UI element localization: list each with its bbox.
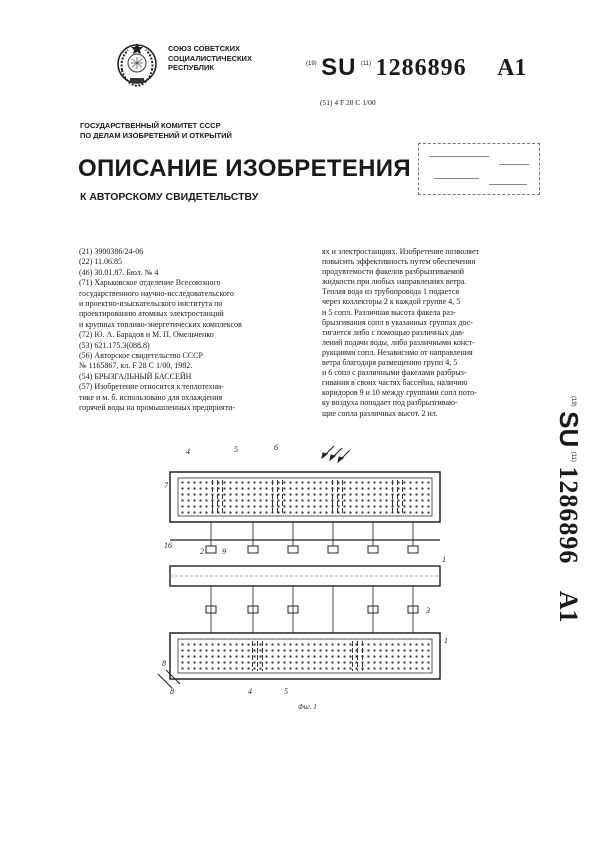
country-code: SU bbox=[321, 54, 357, 81]
biblio-line: тике и м. б. использовано для охлаждения bbox=[79, 392, 223, 402]
country-name-line: СОЦИАЛИСТИЧЕСКИХ bbox=[168, 53, 252, 63]
ussr-emblem-icon bbox=[112, 40, 162, 90]
figure-label: 6 bbox=[274, 443, 278, 452]
abstract-line: гивания в своих частях бассейна, наличию bbox=[322, 378, 468, 388]
biblio-line: (21) 3900386/24-06 bbox=[79, 247, 144, 256]
abstract-line: жидкости при любых направлениях ветра. bbox=[322, 277, 467, 287]
country-name bbox=[168, 44, 252, 73]
biblio-line: проектированию атомных электростанций bbox=[79, 309, 224, 319]
figure-label: 3 bbox=[426, 606, 430, 615]
abstract-text bbox=[322, 247, 548, 419]
biblio-line: (72) Ю. А. Барадов и М. П. Омельченко bbox=[79, 330, 214, 340]
biblio-line: горячей воды на промышленных предприяти- bbox=[79, 403, 236, 413]
figure-label: 5 bbox=[234, 445, 238, 454]
figure-label: 1 bbox=[442, 555, 446, 564]
abstract-line: ветра благодаря размещению групп 4, 5 bbox=[322, 358, 458, 368]
kind-code: A1 bbox=[497, 55, 527, 81]
figure-label: 9 bbox=[222, 547, 226, 556]
biblio-line: (56) Авторское свидетельство СССР bbox=[79, 351, 203, 361]
document-title: ОПИСАНИЕ ИЗОБРЕТЕНИЯ bbox=[78, 155, 411, 182]
biblio-line: (57) Изобретение относится к теплотехни- bbox=[79, 382, 224, 392]
biblio-line: (54) БРЫЗГАЛЬНЫЙ БАССЕЙН bbox=[79, 371, 192, 381]
figure-label: 5 bbox=[284, 687, 288, 696]
abstract-line: и 5 сопл. Различная высота факела раз- bbox=[322, 307, 456, 317]
patent-number: 1286896 bbox=[554, 466, 583, 565]
abstract-line: щие сопла различных высот. 2 ил. bbox=[322, 408, 438, 418]
figure-label: 8 bbox=[170, 687, 174, 696]
abstract-line: коридоров 9 и 10 между группами сопл пото- bbox=[322, 388, 477, 398]
committee-name bbox=[80, 121, 232, 141]
figure-label: 4 bbox=[248, 687, 252, 696]
abstract-line: Теплая вода из трубопровода 1 подается bbox=[322, 287, 460, 297]
abstract-line: лений подачи воды, либо различными конст- bbox=[322, 337, 475, 347]
wind-arrows-top bbox=[322, 446, 350, 462]
country-code: SU bbox=[554, 411, 584, 448]
figure-label: 8 bbox=[162, 659, 166, 668]
biblio-line: и проектно-изыскательского института по bbox=[79, 299, 223, 309]
abstract-line: ях и электростанциях. Изобретение позволяет bbox=[322, 247, 480, 256]
ipc-classification: (51) 4 F 28 C 1/00 bbox=[320, 98, 376, 107]
biblio-line: № 1165867, кл. F 28 C 1/00, 1982. bbox=[79, 361, 193, 371]
figure-label: 1 bbox=[444, 636, 448, 645]
code-19: (19) bbox=[570, 396, 576, 407]
abstract-line: рукциями сопл. Независимо от направления bbox=[322, 347, 473, 357]
abstract-line: ку воздуха попадает под разбрызгиваю- bbox=[322, 398, 458, 408]
country-name-line: РЕСПУБЛИК bbox=[168, 63, 214, 72]
figure-label: 4 bbox=[186, 447, 190, 456]
patent-number: 1286896 bbox=[375, 55, 467, 81]
country-name-line: СОЮЗ СОВЕТСКИХ bbox=[168, 44, 241, 53]
library-stamp bbox=[418, 143, 540, 195]
abstract-line: через коллекторы 2 к каждой группе 4, 5 bbox=[322, 297, 461, 307]
biblio-line: и крупных топливо-энергетических комплексов bbox=[79, 319, 242, 329]
figure-caption: Фиг. 1 bbox=[298, 703, 317, 711]
biblio-line: (46) 30.01.87. Бюл. № 4 bbox=[79, 267, 159, 277]
biblio-line: (71) Харьковское отделение Всесоюзного bbox=[79, 278, 221, 288]
kind-code: A1 bbox=[554, 590, 583, 623]
publication-number bbox=[306, 54, 526, 82]
committee-line: ПО ДЕЛАМ ИЗОБРЕТЕНИЙ И ОТКРЫТИЙ bbox=[80, 131, 232, 140]
biblio-line: (53) 621.175.3(088.8) bbox=[79, 340, 150, 350]
figure-1-drawing bbox=[150, 438, 450, 698]
vertical-publication-number bbox=[548, 396, 588, 696]
code-11: (11) bbox=[360, 61, 372, 67]
document-subtitle: К АВТОРСКОМУ СВИДЕТЕЛЬСТВУ bbox=[80, 191, 259, 203]
committee-line: ГОСУДАРСТВЕННЫЙ КОМИТЕТ СССР bbox=[80, 121, 221, 130]
figure-label: 16 bbox=[164, 541, 172, 550]
abstract-line: брызгивания сопл в указанных группах дос- bbox=[322, 317, 473, 327]
bibliographic-data bbox=[79, 247, 314, 414]
abstract-line: и 6 сопл с различными факелами разбрыз- bbox=[322, 368, 467, 378]
figure-label: 2 bbox=[200, 547, 204, 556]
abstract-line: повысить эффективность путем обеспечения bbox=[322, 257, 476, 267]
abstract-line: продувтемости факелов разбрызгиваемой bbox=[322, 267, 465, 277]
code-19: (19) bbox=[306, 61, 317, 67]
figure-label: 7 bbox=[164, 481, 168, 490]
code-11: (11) bbox=[570, 451, 576, 462]
biblio-line: государственного научно-исследовательского bbox=[79, 288, 234, 298]
abstract-line: тигается либо с помощью различных дав- bbox=[322, 327, 465, 337]
biblio-line: (22) 11.06.85 bbox=[79, 257, 123, 267]
